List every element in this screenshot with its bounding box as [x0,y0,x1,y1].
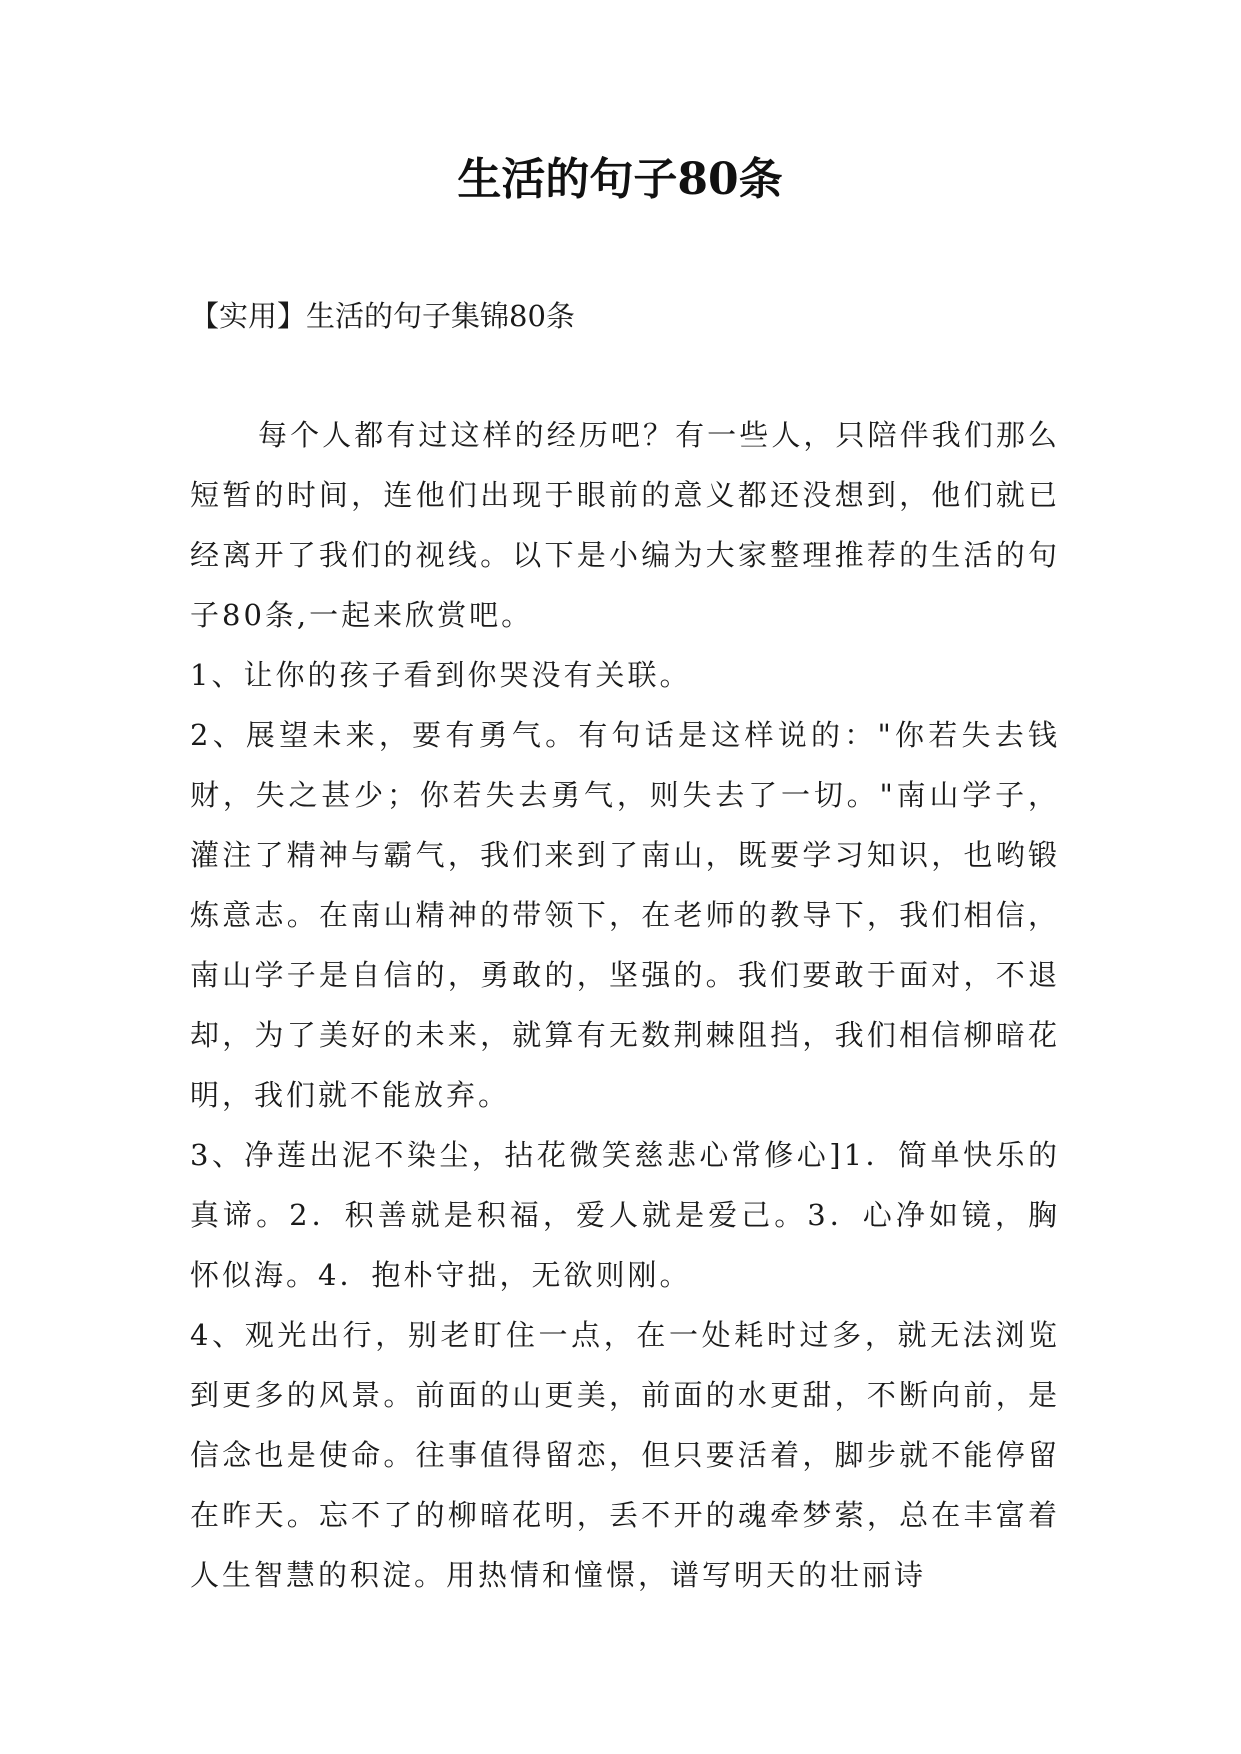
document-body [190,405,1060,1605]
sentence-item-2: 2、展望未来，要有勇气。有句话是这样说的："你若失去钱财，失之甚少；你若失去勇气，则失去了一切。"南山学子，灌注了精神与霸气，我们来到了南山，既要学习知识，也哟锻炼意志。在南山精神的带领下，在老师的教导下，我们相信，南山学子是自信的，勇敢的，坚强的。我们要敢于面对，不退却，为了美好的未来，就算有无数荆棘阻挡，我们相信柳暗花明，我们就不能放弃。 [190,718,1060,1112]
document-title: 生活的句子80条 [457,154,783,205]
sentence-item-3: 3、净莲出泥不染尘，拈花微笑慈悲心常修心]1．简单快乐的真谛。2．积善就是积福，爱人就是爱己。3．心净如镜，胸怀似海。4．抱朴守拙，无欲则刚。 [190,1138,1060,1292]
document-page [190,0,1060,1754]
document-subtitle: 【实用】生活的句子集锦80条 [190,299,575,333]
sentence-item-4: 4、观光出行，别老盯住一点，在一处耗时过多，就无法浏览到更多的风景。前面的山更美，前面的水更甜，不断向前，是信念也是使命。往事值得留恋，但只要活着，脚步就不能停留在昨天。忘不了的柳暗花明，丢不开的魂牵梦萦，总在丰富着人生智慧的积淀。用热情和憧憬，谱写明天的壮丽诗 [190,1318,1060,1592]
sentence-item-1: 1、让你的孩子看到你哭没有关联。 [190,658,692,692]
intro-paragraph: 每个人都有过这样的经历吧？有一些人，只陪伴我们那么短暂的时间，连他们出现于眼前的意义都还没想到，他们就已经离开了我们的视线。以下是小编为大家整理推荐的生活的句子80条,一起来欣赏吧。 [190,418,1060,632]
